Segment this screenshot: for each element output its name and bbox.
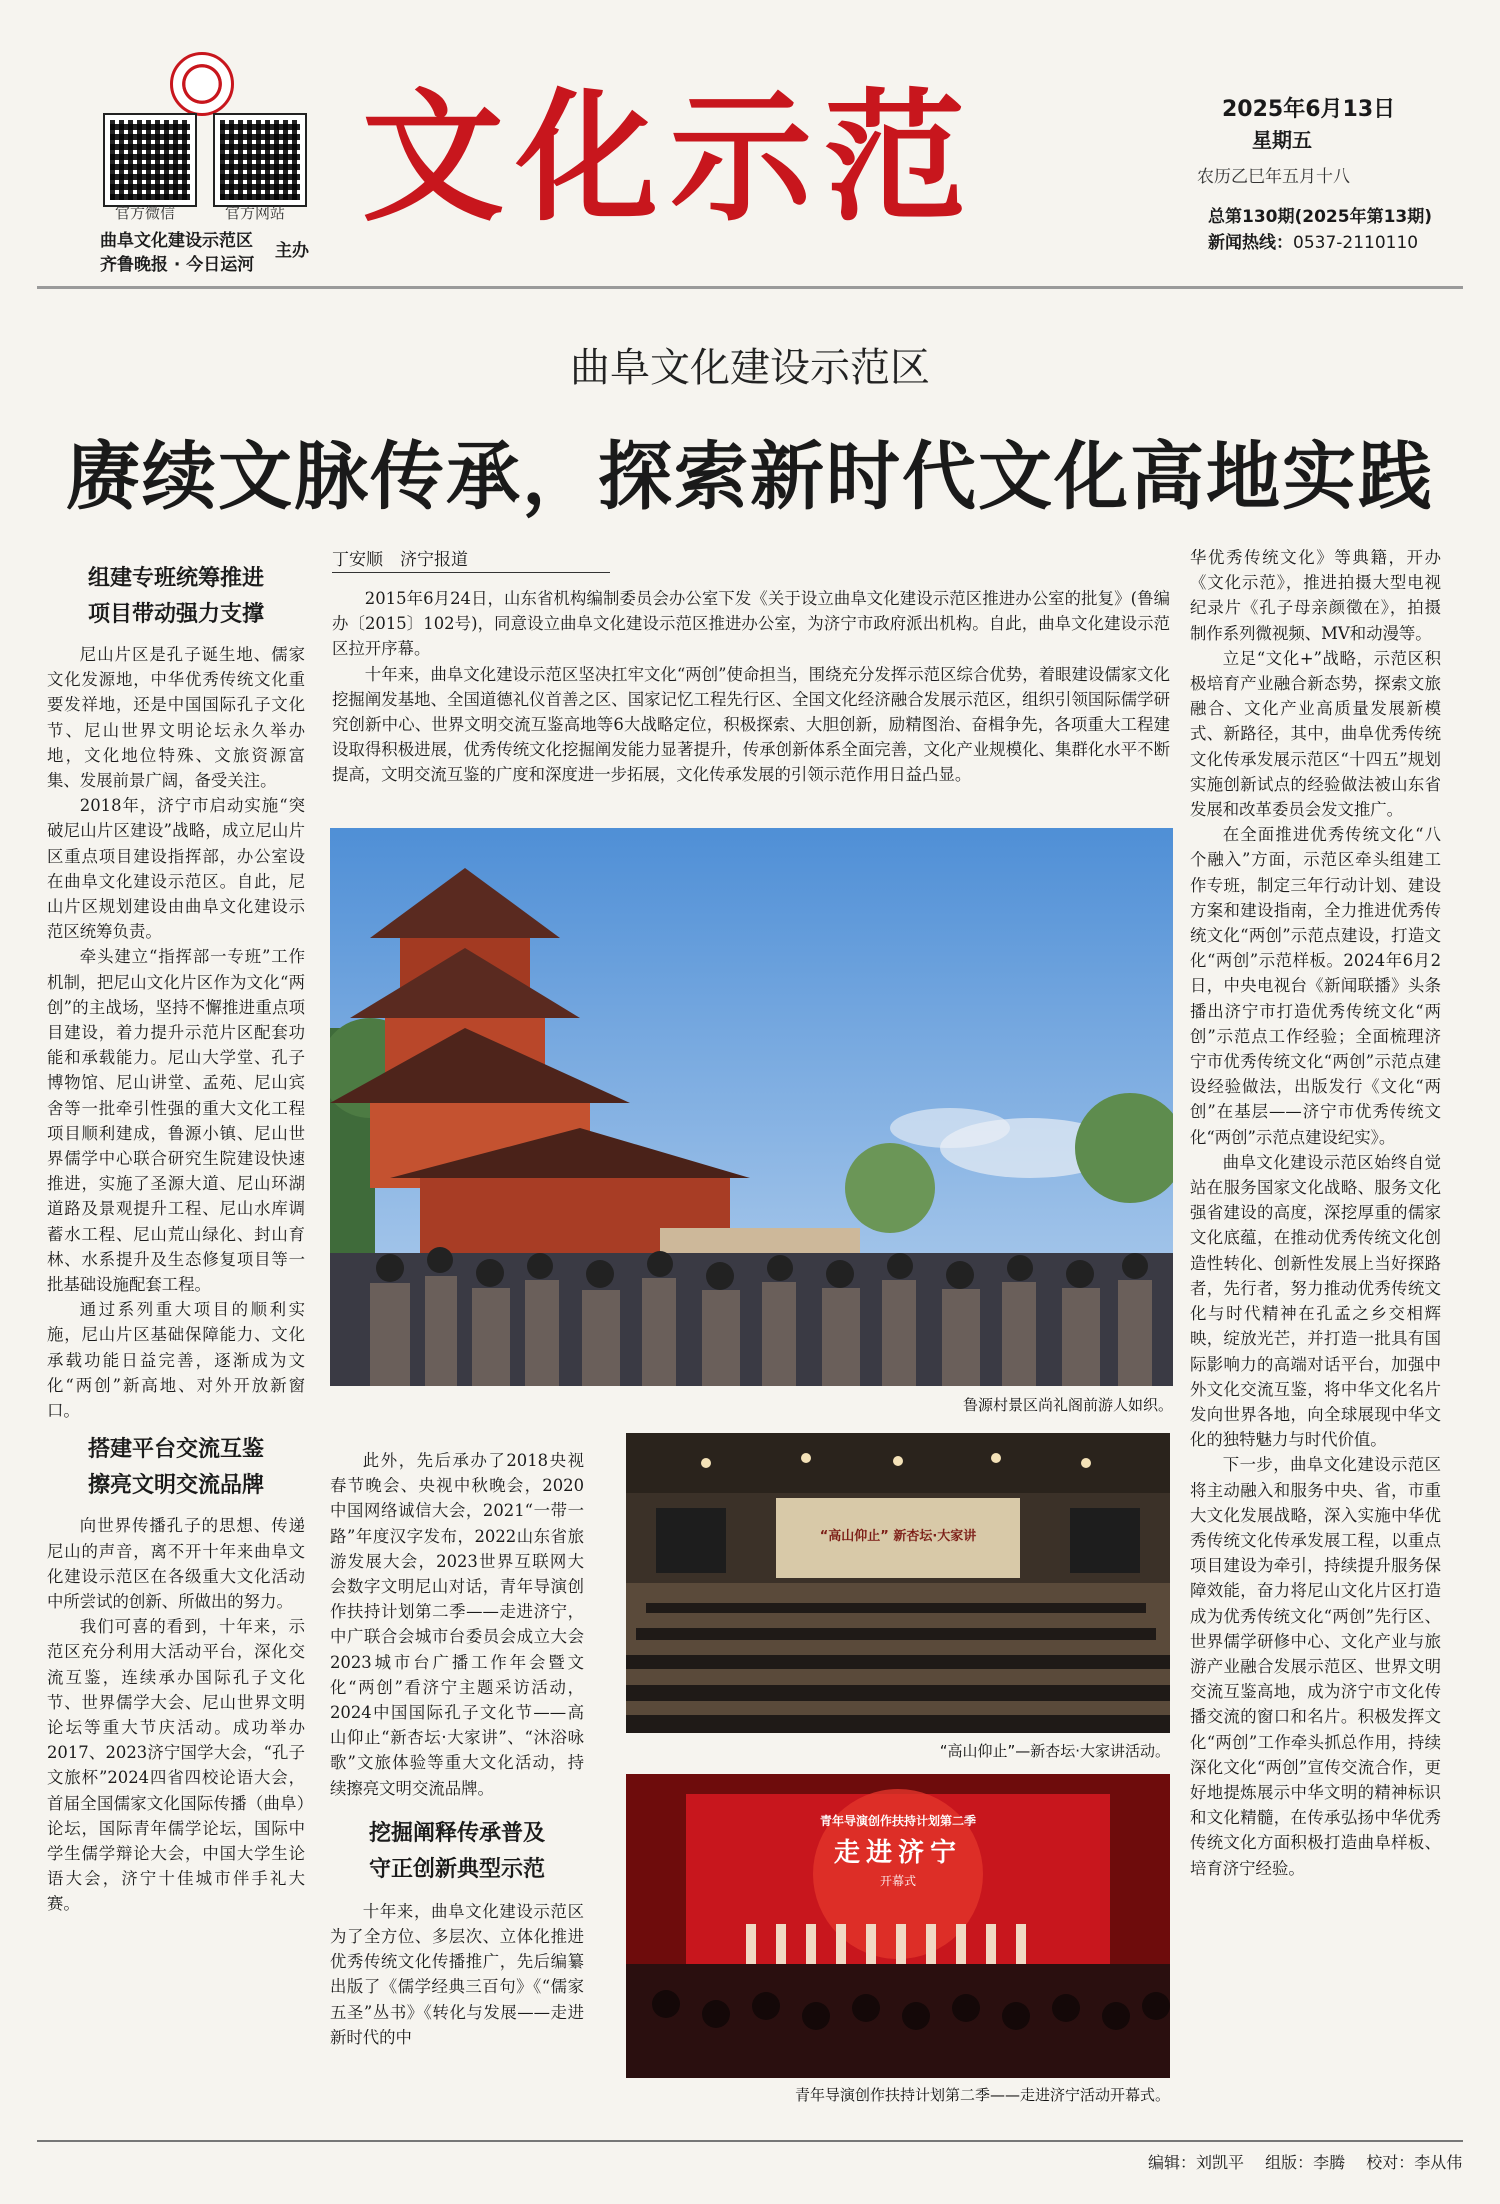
organizer-line1: 曲阜文化建设示范区	[100, 231, 253, 251]
col1-paragraph-1: 尼山片区是孔子诞生地、儒家文化发源地，中华优秀传统文化重要发祥地，还是中国国际孔子文化节、尼山世界文明论坛永久举办地，文化地位特殊、文旅资源富集、发展前景广阔，备受关注。	[47, 645, 305, 791]
issue-weekday: 星期五	[1252, 128, 1312, 152]
subhead-1-line2: 项目带动强力支撑	[87, 601, 264, 627]
qr-code-website-icon[interactable]	[215, 115, 305, 205]
subhead-2-line2: 擦亮文明交流品牌	[87, 1472, 264, 1499]
issue-number: 总第130期(2025年第13期)	[1208, 207, 1432, 227]
qr-code-wechat-icon[interactable]	[105, 115, 195, 205]
pavilion-photo-icon	[330, 828, 1173, 1386]
column-2	[330, 1448, 601, 2050]
logo-emblem-icon	[170, 52, 234, 116]
lead-paragraph-1: 2015年6月24日，山东省机构编制委员会办公室下发《关于设立曲阜文化建设示范区推进办公室的批复》(鲁编办〔2015〕102号)，同意设立曲阜文化建设示范区推进办公室，为济宁市政府派出机构。自此，曲阜文化建设示范区拉开序幕。	[332, 589, 1170, 659]
stage-banner-small: 青年导演创作扶持计划第二季	[819, 1814, 976, 1828]
organizer-role: 主办	[275, 241, 309, 261]
issue-date: 2025年6月13日	[1222, 97, 1396, 122]
stage-banner-big: 走进济宁	[833, 1838, 962, 1868]
footer-divider	[37, 2140, 1463, 2142]
hall-photo-caption: “高山仰止”—新杏坛·大家讲活动。	[939, 1742, 1170, 1760]
col1-paragraph-4: 通过系列重大项目的顺利实施，尼山片区基础保障能力、文化承载功能日益完善，逐渐成为文化“两创”新高地、对外开放新窗口。	[47, 1300, 305, 1421]
qr-caption-wechat: 官方微信	[114, 204, 175, 222]
col2-paragraph-2: 十年来，曲阜文化建设示范区为了全方位、多层次、立体化推进优秀传统文化传播推广，先后编纂出版了《儒学经典三百句》《“儒家五圣”丛书》《转化与发展——走进新时代的中	[330, 1901, 584, 2047]
hall-photo-icon	[626, 1433, 1170, 1733]
footer-proof: 校对：李从伟	[1366, 2153, 1463, 2172]
byline: 丁安顺 济宁报道	[332, 550, 468, 570]
masthead-title: 文化示范	[362, 76, 978, 241]
col1-paragraph-5: 向世界传播孔子的思想、传递尼山的声音，离不开十年来曲阜文化建设示范区在各级重大文化活动中所尝试的创新、所做出的努力。	[47, 1516, 305, 1611]
headline-title: 赓续文脉传承，探索新时代文化高地实践	[66, 434, 1434, 520]
column-4	[1190, 545, 1441, 1881]
col4-paragraph-2: 立足“文化+”战略，示范区积极培育产业融合新态势，探索文旅融合、文化产业高质量发展新模式、新路径，其中，曲阜优秀传统文化传承发展示范区“十四五”规划实施创新试点的经验做法被山东省发展和改革委员会发文推广。	[1190, 648, 1441, 820]
col4-paragraph-4: 曲阜文化建设示范区始终自觉站在服务国家文化战略、服务文化强省建设的高度，深挖厚重的儒家文化底蕴，在推动优秀传统文化创造性转化、创新性发展上当好探路者，先行者，努力推动优秀传统文化与时代精神在孔孟之乡交相辉映，绽放光芒，并打造一批具有国际影响力的高端对话平台，加强中外文化交流互鉴，将中华文化名片发向世界各地，向全球展现中华文化的独特魅力与时代价值。	[1190, 1152, 1441, 1450]
lead-text	[332, 586, 1170, 788]
col2-paragraph-1: 此外，先后承办了2018央视春节晚会、央视中秋晚会，2020中国网络诚信大会，2021“一带一路”年度汉字发布，2022山东省旅游发展大会，2023世界互联网大会数字文明尼山对话，青年导演创作扶持计划第二季——走进济宁，中广联合会城市台委员会成立大会 2023城市台广播工作年会暨文化“两创”看济宁主题采访活动，2024中国国际孔子文化节——高山仰止“新杏坛·大家讲”、“沐浴咏歌”文旅体验等重大文化活动，持续擦亮文明交流品牌。	[330, 1451, 601, 1798]
hotline	[1208, 228, 1418, 253]
hall-photo	[626, 1433, 1170, 1733]
lead-paragraph-2: 十年来，曲阜文化建设示范区坚决扛牢文化“两创”使命担当，围绕充分发挥示范区综合优势，着眼建设儒家文化挖掘阐发基地、全国道德礼仪首善之区、国家记忆工程先行区、全国文化经济融合发展示范区，组织引领国际儒学研究创新中心、世界文明交流互鉴高地等6大战略定位，积极探索、大胆创新，励精图治、奋楫争先，各项重大工程建设取得积极进展，优秀传统文化挖掘阐发能力显著提升，传承创新体系全面完善，文化产业规模化、集群化水平不断提高，文明交流互鉴的广度和深度进一步拓展，文化传承发展的引领示范作用日益凸显。	[332, 664, 1170, 785]
masthead	[0, 0, 1500, 285]
col4-paragraph-3: 在全面推进优秀传统文化“八个融入”方面，示范区牵头组建工作专班，制定三年行动计划、建设方案和建设指南，全力推进优秀传统文化“两创”示范点建设，打造文化“两创”示范样板。2024年6月2日，中央电视台《新闻联播》头条播出济宁市打造优秀传统文化“两创”示范点工作经验；全面梳理济宁市优秀传统文化“两创”示范点建设经验做法，出版发行《文化“两创”在基层——济宁市优秀传统文化“两创”示范点建设纪实》。	[1190, 825, 1441, 1147]
col1-paragraph-3: 牵头建立“指挥部一专班”工作机制，把尼山文化片区作为文化“两创”的主战场，坚持不懈推进重点项目建设，着力提升示范片区配套功能和承载能力。尼山大学堂、孔子博物馆、尼山讲堂、孟苑、尼山宾舍等一批牵引性强的重大文化工程项目顺利建成，鲁源小镇、尼山世界儒学中心联合研究生院建设快速推进，实施了圣源大道、尼山环湖道路及景观提升工程、尼山水库调蓄水工程、尼山荒山绿化、封山育林、水系提升及生态修复项目等一批基础设施配套工程。	[47, 947, 305, 1295]
lunar-date: 农历乙巳年五月十八	[1197, 167, 1350, 187]
stage-banner-sub: 开幕式	[879, 1874, 916, 1888]
subhead-3-line2: 守正创新典型示范	[368, 1855, 545, 1882]
hall-banner-text: “高山仰止” 新杏坛·大家讲	[819, 1529, 977, 1544]
main-photo-caption: 鲁源村景区尚礼阁前游人如织。	[962, 1396, 1173, 1414]
subhead-3-line1: 挖掘阐释传承普及	[368, 1819, 545, 1846]
col1-paragraph-2: 2018年，济宁市启动实施“突破尼山片区建设”战略，成立尼山片区重点项目建设指挥部，办公室设在曲阜文化建设示范区。自此，尼山片区规划建设由曲阜文化建设示范区统筹负责。	[47, 796, 305, 942]
column-1	[47, 560, 305, 1917]
col1-paragraph-6: 我们可喜的看到，十年来，示范区充分利用大活动平台，深化交流互鉴，连续承办国际孔子文化节、世界儒学大会、尼山世界文明论坛等重大节庆活动。成功举办2017、2023济宁国学大会，“孔子文旅杯”2024四省四校论语大会，首届全国儒家文化国际传播（曲阜）论坛，国际青年儒学论坛，国际中学生儒学辩论大会，中国大学生论语大会，济宁十佳城市伴手礼大赛。	[47, 1617, 305, 1914]
footer-credits	[1148, 2150, 1462, 2173]
subhead-2-line1: 搭建平台交流互鉴	[87, 1436, 264, 1463]
qr-caption-website: 官方网站	[224, 204, 285, 222]
stage-photo-caption: 青年导演创作扶持计划第二季——走进济宁活动开幕式。	[794, 2086, 1170, 2104]
main-photo	[330, 828, 1173, 1386]
stage-photo	[626, 1774, 1170, 2078]
col4-paragraph-1: 华优秀传统文化》等典籍，开办《文化示范》，推进拍摄大型电视纪录片《孔子母亲颜徵在》，拍摄制作系列微视频、MV和动漫等。	[1190, 548, 1441, 643]
col4-paragraph-5: 下一步，曲阜文化建设示范区将主动融入和服务中央、省，市重大文化发展战略，深入实施中华优秀传统文化传承发展工程，以重点项目建设为牵引，持续提升服务保障效能，奋力将尼山文化片区打造成为优秀传统文化“两创”先行区、世界儒学研修中心、文化产业与旅游产业融合发展示范区、世界文明交流互鉴高地，成为济宁市文化传播交流的窗口和名片。积极发挥文化“两创”工作牵头抓总作用，持续深化文化“两创”宣传交流合作，更好地提炼展示中华文明的精神标识和文化精髓，在传承弘扬中华优秀传统文化方面积极打造曲阜样板、培育济宁经验。	[1190, 1455, 1441, 1878]
hotline-number: 0537-2110110	[1293, 233, 1419, 253]
hotline-label: 新闻热线：	[1208, 233, 1293, 253]
footer-editor: 编辑：刘凯平	[1148, 2153, 1245, 2172]
headline-kicker: 曲阜文化建设示范区	[570, 345, 930, 391]
footer-layout: 组版：李腾	[1265, 2153, 1346, 2172]
organizer-line2: 齐鲁晚报 · 今日运河	[100, 255, 255, 275]
masthead-divider	[37, 286, 1463, 289]
byline-divider	[332, 572, 610, 573]
subhead-1-line1: 组建专班统筹推进	[87, 565, 264, 591]
